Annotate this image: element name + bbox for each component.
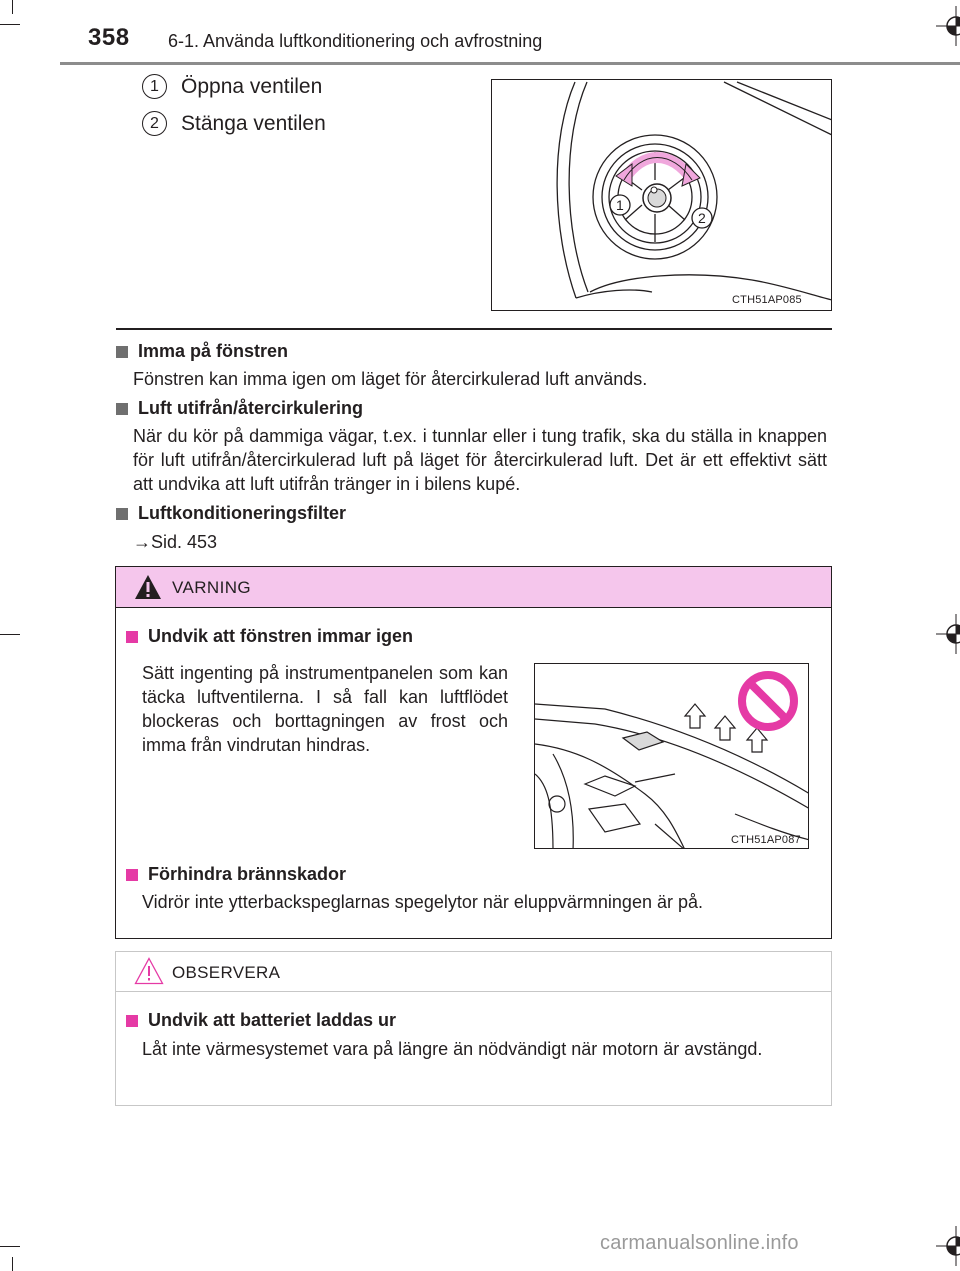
figure-code: CTH51AP087 [731,834,801,846]
caution-triangle-icon [134,957,164,985]
paragraph-luft: När du kör på dammiga vägar, t.ex. i tunnlar eller i tung trafik, ska du ställa in knappen för luft utifrån/återcirkulerad luft på läget för återcirkulerad luft. Det är ett effektivt sätt att undvika att luft utifrån tränger in i bilens kupé. [133,426,827,494]
crop-mark [0,634,20,635]
step-label: Stänga ventilen [181,111,326,135]
warning-heading-imma [126,626,413,647]
crop-mark [0,1246,20,1247]
warning-triangle-icon [134,574,162,600]
square-bullet-icon [126,1015,138,1027]
step-close-vent [142,111,326,136]
warning-box [115,566,832,939]
vent-illustration [491,79,832,311]
square-bullet-icon [116,403,128,415]
heading-luft [116,398,363,419]
watermark: carmanualsonline.info [600,1232,799,1254]
notice-heading [126,1010,396,1031]
svg-text:2: 2 [698,210,706,226]
step-number-badge: 1 [142,74,167,99]
warning-paragraph-imma: Sätt ingenting på instrumentpanelen som kan täcka luftventilerna. I så fall kan luftflödet blockeras och borttagningen av frost och imma från vindrutan hindras. [142,663,508,755]
notice-paragraph: Låt inte värmesystemet vara på längre än nödvändigt när motorn är avstängd. [142,1039,763,1059]
square-bullet-icon [126,631,138,643]
registration-mark-icon [936,6,960,46]
page-reference-text: Sid. 453 [151,532,218,552]
page-number: 358 [88,24,130,51]
paragraph-imma: Fönstren kan imma igen om läget för återcirkulerad luft används. [133,369,648,389]
notice-header [116,952,831,992]
figure-code: CTH51AP085 [732,294,802,306]
crop-mark [12,1257,13,1271]
square-bullet-icon [116,508,128,520]
page-reference [133,530,433,554]
arrow-right-icon: → [133,532,151,552]
section-title: 6-1. Använda luftkonditionering och avfrostning [168,31,543,51]
heading-text: Imma på fönstren [138,341,289,361]
heading-text: Undvik att fönstren immar igen [148,626,414,646]
notice-label: OBSERVERA [172,963,281,982]
step-label: Öppna ventilen [181,74,323,98]
heading-text: Undvik att batteriet laddas ur [148,1010,397,1030]
crop-mark [0,24,20,25]
dashboard-illustration [534,663,809,849]
warning-label: VARNING [172,578,251,597]
heading-text: Förhindra brännskador [148,864,347,884]
heading-text: Luft utifrån/återcirkulering [138,398,364,418]
warning-header [116,567,831,608]
heading-text: Luftkonditioneringsfilter [138,503,346,523]
heading-imma [116,341,288,362]
heading-filter [116,503,346,524]
header-rule [60,62,960,65]
square-bullet-icon [126,869,138,881]
warning-paragraph-bradnskador: Vidrör inte ytterbackspeglarnas spegelytor när eluppvärmningen är på. [142,892,703,912]
notice-box [115,951,832,1106]
square-bullet-icon [116,346,128,358]
step-number-badge: 2 [142,111,167,136]
crop-mark [12,0,13,14]
warning-heading-bradnskador [126,864,346,885]
step-open-vent [142,74,322,99]
section-divider [116,328,832,330]
registration-mark-icon [936,614,960,654]
svg-text:1: 1 [616,197,624,213]
registration-mark-icon [936,1226,960,1266]
dashboard-drawing [535,664,809,849]
air-vent-drawing [492,80,832,311]
